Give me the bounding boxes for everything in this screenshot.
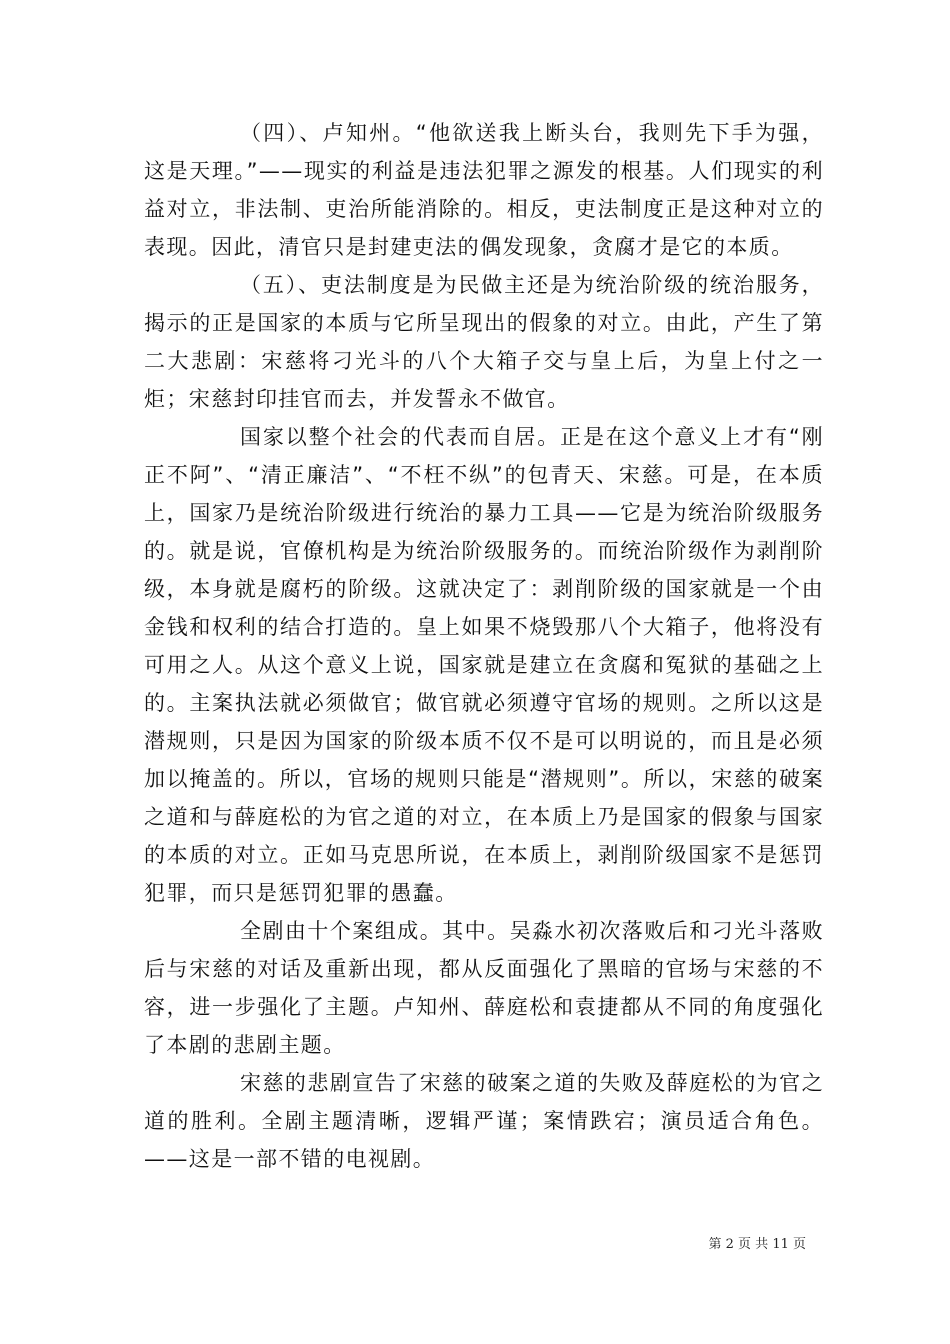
paragraph-conclusion: 宋慈的悲剧宣告了宋慈的破案之道的失败及薛庭松的为官之道的胜利。全剧主题清晰，逻辑严谨；案情跌宕；演员适合角色。——这是一部不错的电视剧。 <box>144 1071 824 1171</box>
paragraph-law-system: （五）、吏法制度是为民做主还是为统治阶级的统治服务，揭示的正是国家的本质与它所呈现出的假象的对立。由此，产生了第二大悲剧：宋慈将刁光斗的八个大箱子交与皇上后，为皇上付之一炬；宋慈封印挂官而去，并发誓永不做官。 <box>144 273 824 411</box>
page-number-footer: 第 2 页 共 11 页 <box>708 1237 806 1252</box>
body-text <box>144 114 824 1178</box>
paragraph-ten-cases: 全剧由十个案组成。其中。吴淼水初次落败后和刁光斗落败后与宋慈的对话及重新出现，都从反面强化了黑暗的官场与宋慈的不容，进一步强化了主题。卢知州、薛庭松和袁捷都从不同的角度强化了本剧的悲剧主题。 <box>144 919 824 1057</box>
paragraph-lu-zhizhou: （四）、卢知州。“他欲送我上断头台，我则先下手为强，这是天理。”——现实的利益是违法犯罪之源发的根基。人们现实的利益对立，非法制、吏治所能消除的。相反，吏法制度正是这种对立的表现。因此，清官只是封建吏法的偶发现象，贪腐才是它的本质。 <box>144 121 824 259</box>
paragraph-state-essence: 国家以整个社会的代表而自居。正是在这个意义上才有“刚正不阿”、“清正廉洁”、“不枉不纵”的包青天、宋慈。可是，在本质上，国家乃是统治阶级进行统治的暴力工具——它是为统治阶级服务的。就是说，官僚机构是为统治阶级服务的。而统治阶级作为剥削阶级，本身就是腐朽的阶级。这就决定了：剥削阶级的国家就是一个由金钱和权利的结合打造的。皇上如果不烧毁那八个大箱子，他将没有可用之人。从这个意义上说，国家就是建立在贪腐和冤狱的基础之上的。主案执法就必须做官；做官就必须遵守官场的规则。之所以这是潜规则，只是因为国家的阶级本质不仅不是可以明说的，而且是必须加以掩盖的。所以，官场的规则只能是“潜规则”。所以，宋慈的破案之道和与薛庭松的为官之道的对立，在本质上乃是国家的假象与国家的本质的对立。正如马克思所说，在本质上，剥削阶级国家不是惩罚犯罪，而只是惩罚犯罪的愚蠢。 <box>144 425 824 905</box>
